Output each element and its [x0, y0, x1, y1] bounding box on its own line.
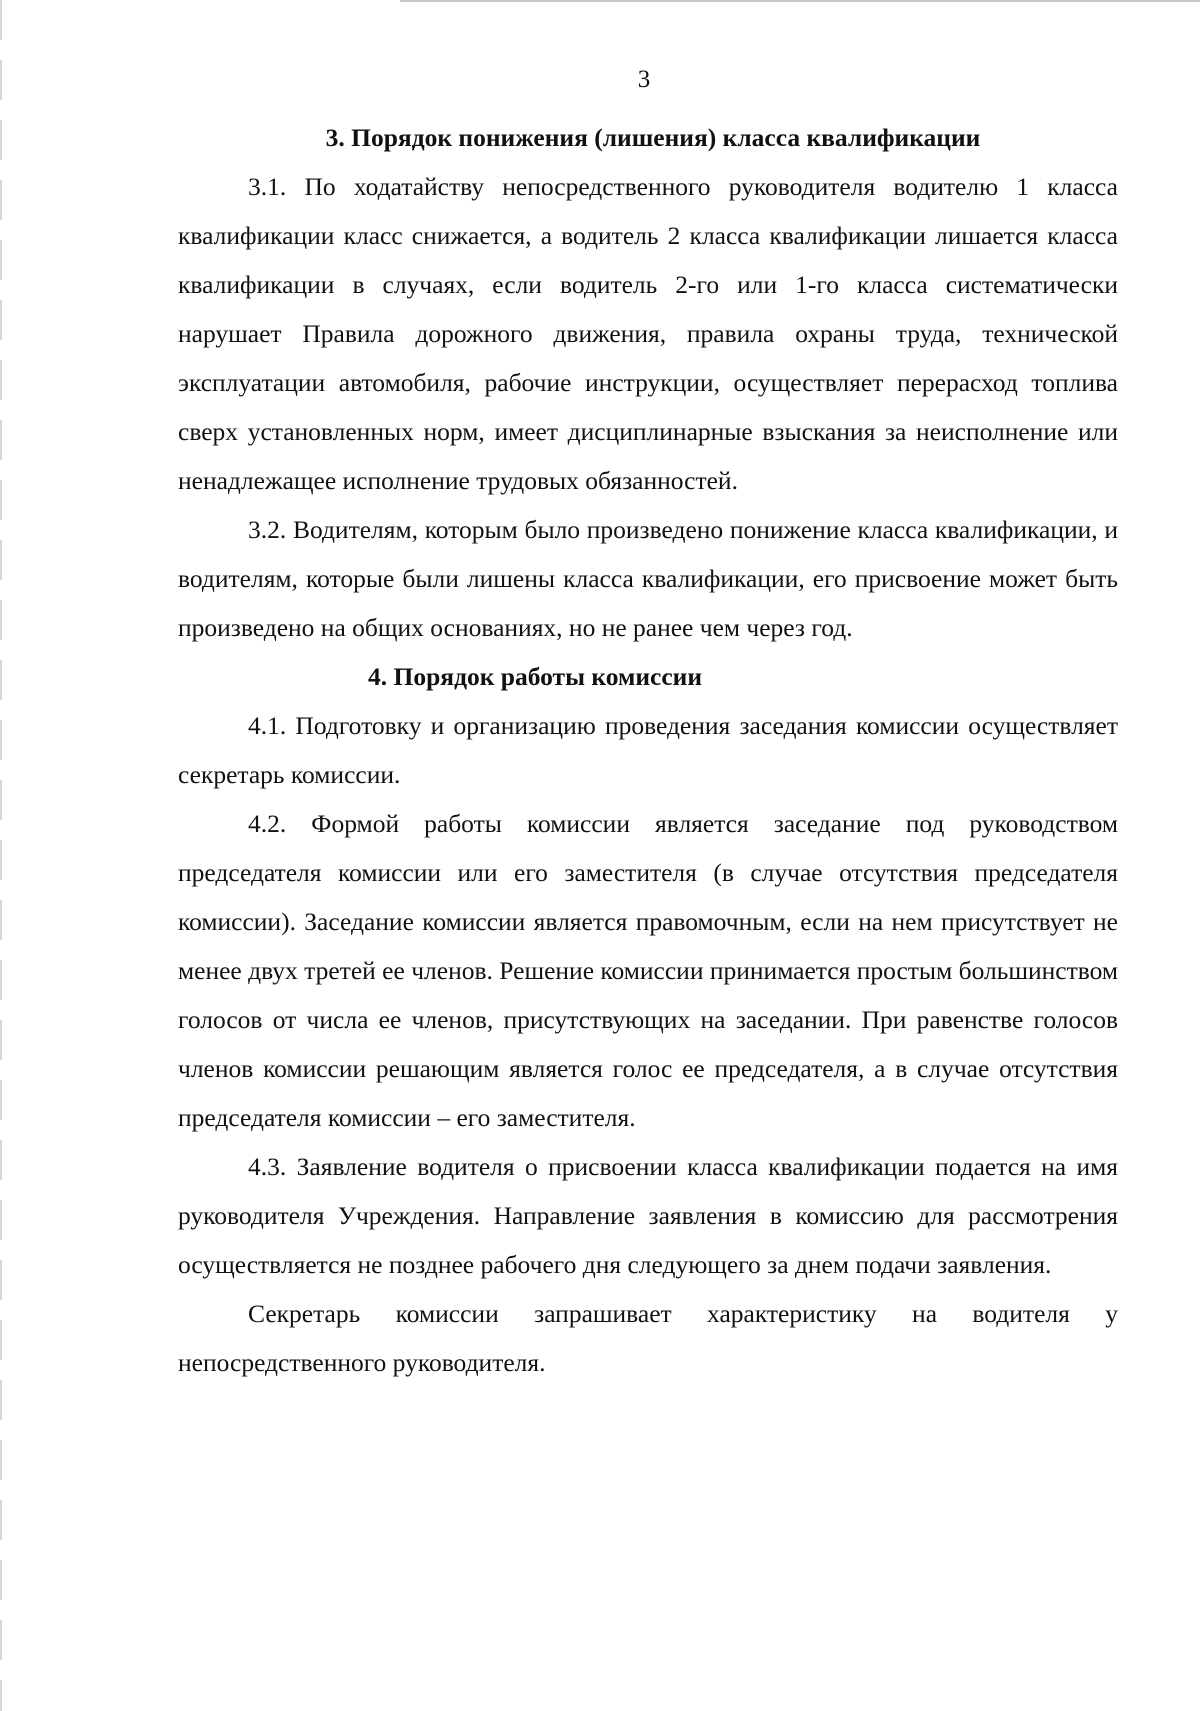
- section-heading-3: 3. Порядок понижения (лишения) класса квалификации: [325, 123, 981, 152]
- scan-edge-top: [400, 0, 1200, 2]
- page-number: 3: [637, 66, 651, 93]
- document-body: [178, 113, 1118, 1387]
- paragraph-secretary: Секретарь комиссии запрашивает характеристику на водителя у непосредственного руководителя.: [178, 1299, 1118, 1377]
- paragraph-3-2: 3.2. Водителям, которым было произведено понижение класса квалификации, и водителям, которые были лишены класса квалификации, его присвоение может быть произведено на общих основаниях, но не ранее чем через год.: [178, 515, 1118, 642]
- scan-edge-left: [0, 0, 2, 1711]
- paragraph-3-1: 3.1. По ходатайству непосредственного руководителя водителю 1 класса квалификации класс снижается, а водитель 2 класса квалификации лишается класса квалификации в случаях, если водитель 2-го или 1-го класса систематически нарушает Правила дорожного движения, правила охраны труда, технической эксплуатации автомобиля, рабочие инструкции, осуществляет перерасход топлива сверх установленных норм, имеет дисциплинарные взыскания за неисполнение или ненадлежащее исполнение трудовых обязанностей.: [178, 172, 1118, 495]
- paragraph-4-2: 4.2. Формой работы комиссии является заседание под руководством председателя комиссии или его заместителя (в случае отсутствия председателя комиссии). Заседание комиссии является правомочным, если на нем присутствует не менее двух третей ее членов. Решение комиссии принимается простым большинством голосов от числа ее членов, присутствующих на заседании. При равенстве голосов членов комиссии решающим является голос ее председателя, а в случае отсутствия председателя комиссии – его заместителя.: [178, 809, 1118, 1132]
- section-heading-4: 4. Порядок работы комиссии: [368, 662, 703, 691]
- paragraph-4-3: 4.3. Заявление водителя о присвоении класса квалификации подается на имя руководителя Учреждения. Направление заявления в комиссию для рассмотрения осуществляется не позднее рабочего дня следующего за днем подачи заявления.: [178, 1152, 1118, 1279]
- paragraph-4-1: 4.1. Подготовку и организацию проведения заседания комиссии осуществляет секретарь комиссии.: [178, 711, 1118, 789]
